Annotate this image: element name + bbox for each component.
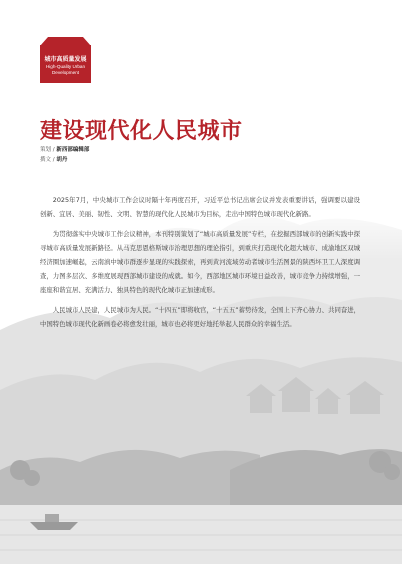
planner-line bbox=[40, 145, 89, 155]
column-name-en bbox=[40, 64, 91, 75]
writer-name: 胡丹 bbox=[56, 157, 68, 163]
writer-line bbox=[40, 155, 89, 165]
article-credits bbox=[40, 145, 89, 165]
writer-label: 撰文 / bbox=[40, 157, 55, 163]
planner-name: 新西部编辑部 bbox=[56, 147, 90, 153]
paragraph-2: 为贯彻落实中央城市工作会议精神，本刊特别策划了“城市高质量发展”专栏，在挖掘西部城市的创新实践中探寻城市高质量发展新路径。从马克思恩格斯城市治理思想的理论指引，到重庆打造现代化超大城市、成渝地区双城经济圈加速崛起，云南滇中城市群逐步显现的实践探索，再到黄河流域劳动者城市生活图景的陕西坏卫工人深度调查，力图多层次、多维度展现西部城市建设的成就。如今，西部地区城市环境日益改善，城市竞争力持续增强，一座座和谐宜居、充满活力、独具特色的现代化城市正加速成形。 bbox=[40, 230, 360, 294]
article-title: 建设现代化人民城市 bbox=[40, 118, 243, 144]
column-name-en-line2: Development bbox=[51, 69, 80, 75]
paragraph-3: 人民城市人民建，人民城市为人民。“十四五”即将收官，“十五五”蓄势待发，全国上下齐心协力、共同奋进，中国特色城市现代化新画卷必将愈发壮丽，城市也必将更好地托举起人民群众的幸福生活。 bbox=[40, 306, 361, 328]
column-name-cn: 城市高质量发展 bbox=[44, 56, 87, 63]
planner-label: 策划 / bbox=[40, 147, 55, 153]
article-body bbox=[40, 193, 360, 337]
paragraph-1: 2025年7月，中央城市工作会议时隔十年再度召开，习近平总书记出席会议并发表重要讲话，强调要以建设创新、宜居、美丽、韧性、文明、智慧的现代化人民城市为目标，走出中国特色城市现代化新路。 bbox=[40, 196, 360, 218]
column-name-en-line1: High-Quality Urban bbox=[45, 64, 86, 69]
column-badge bbox=[40, 45, 91, 83]
